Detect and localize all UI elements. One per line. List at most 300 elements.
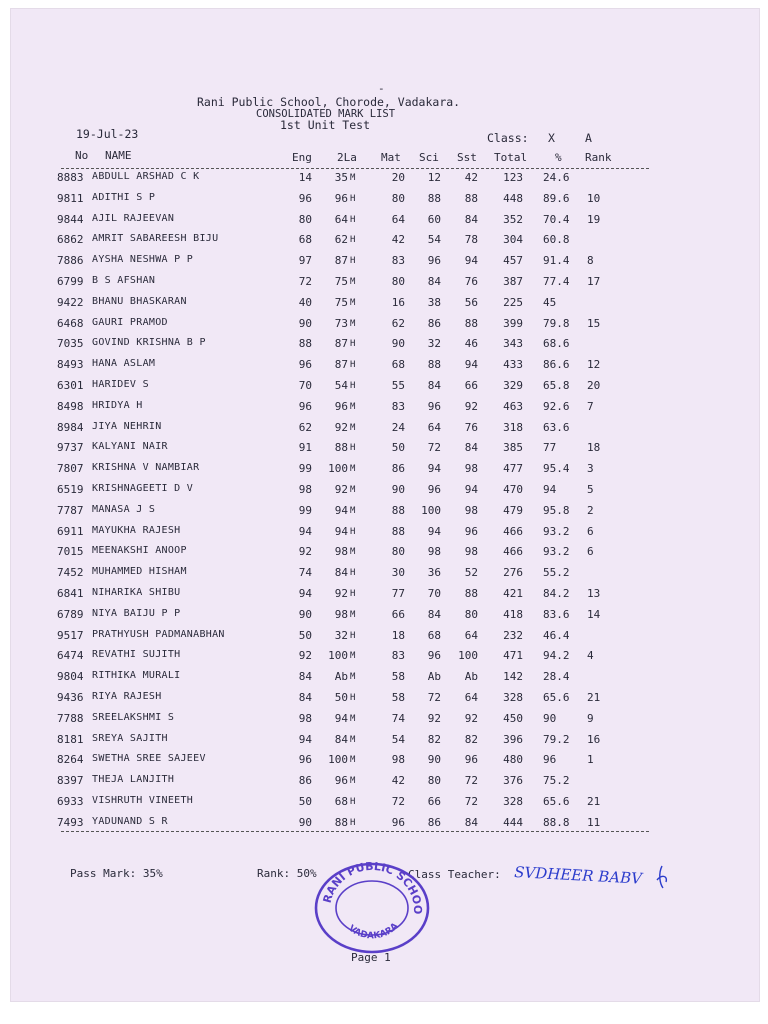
- student-no: 7452: [57, 566, 84, 580]
- table-row: [0, 400, 748, 420]
- second-language-code: M: [350, 547, 356, 558]
- percentage: 93.2: [543, 524, 570, 538]
- second-language-code: H: [350, 339, 356, 350]
- second-language-code: M: [350, 318, 356, 329]
- percentage: 88.8: [543, 815, 570, 829]
- school-seal-stamp: [312, 858, 432, 954]
- second-language-mark: 96: [334, 774, 348, 788]
- science-mark: 54: [427, 233, 441, 247]
- eng-mark: 91: [298, 441, 312, 455]
- total-mark: 123: [503, 171, 523, 184]
- social-science-mark: 46: [464, 337, 478, 351]
- eng-mark: 50: [298, 795, 312, 808]
- maths-mark: 58: [391, 670, 405, 684]
- second-language-code: M: [350, 464, 356, 475]
- eng-mark: 80: [298, 212, 312, 226]
- school-name: Rani Public School, Chorode, Vadakara.: [197, 95, 461, 109]
- second-language-code: M: [350, 297, 356, 308]
- social-science-mark: 72: [464, 795, 478, 808]
- eng-mark: 84: [298, 691, 312, 704]
- table-row: [0, 358, 748, 378]
- percentage: 60.8: [543, 233, 570, 247]
- maths-mark: 90: [391, 483, 405, 496]
- science-mark: 80: [427, 774, 441, 788]
- student-no: 7035: [57, 337, 84, 351]
- percentage: 55.2: [543, 566, 570, 580]
- student-no: 7886: [57, 254, 84, 268]
- science-mark: 88: [427, 358, 441, 372]
- science-mark: 70: [427, 587, 441, 600]
- science-mark: 96: [427, 399, 441, 413]
- eng-mark: 84: [298, 670, 312, 684]
- student-name: MANASA J S: [92, 503, 156, 515]
- social-science-mark: 100: [458, 649, 478, 663]
- total-mark: 318: [503, 420, 523, 434]
- eng-mark: 62: [298, 420, 312, 434]
- second-language-code: H: [350, 193, 356, 204]
- percentage: 77: [543, 441, 557, 455]
- second-language-mark: 94: [334, 524, 348, 538]
- table-row: [0, 733, 748, 753]
- social-science-mark: 94: [464, 254, 478, 268]
- percentage: 46.4: [543, 628, 570, 642]
- svg-text:VADAKARA: VADAKARA: [346, 921, 401, 942]
- second-language-mark: 98: [334, 607, 348, 621]
- percentage: 65.8: [543, 379, 570, 392]
- student-no: 9737: [57, 441, 84, 455]
- table-row: [0, 629, 748, 649]
- rank: 6: [587, 545, 594, 559]
- col-2la: 2La: [337, 151, 357, 164]
- second-language-mark: 35: [334, 171, 348, 184]
- percentage: 86.6: [543, 358, 570, 372]
- total-mark: 304: [503, 233, 523, 247]
- social-science-mark: 84: [464, 212, 478, 226]
- table-row: [0, 587, 748, 607]
- social-science-mark: 88: [464, 191, 478, 205]
- rank: 17: [587, 275, 601, 288]
- science-mark: 88: [427, 191, 441, 205]
- student-name: KRISHNAGEETI D V: [92, 483, 194, 494]
- second-language-code: M: [350, 401, 356, 412]
- total-mark: 470: [503, 483, 523, 496]
- table-row: [0, 712, 748, 732]
- second-language-code: M: [350, 173, 356, 183]
- col-sst: Sst: [457, 151, 477, 164]
- report-date: 19-Jul-23: [76, 127, 139, 141]
- percentage: 93.2: [543, 545, 570, 559]
- table-row: [0, 483, 748, 503]
- total-mark: 329: [503, 379, 523, 392]
- maths-mark: 88: [391, 503, 405, 517]
- social-science-mark: Ab: [464, 670, 478, 684]
- rank-criteria: Rank: 50%: [257, 867, 317, 880]
- total-mark: 396: [503, 732, 523, 746]
- rank: 18: [587, 441, 601, 455]
- science-mark: 82: [427, 732, 441, 746]
- social-science-mark: 42: [464, 171, 478, 184]
- science-mark: 64: [427, 420, 441, 434]
- science-mark: 86: [427, 316, 441, 330]
- division-value: A: [585, 131, 592, 145]
- rank: 12: [587, 358, 601, 372]
- second-language-code: H: [350, 360, 356, 371]
- pass-mark: Pass Mark: 35%: [70, 867, 163, 880]
- header-mark: -: [378, 82, 385, 95]
- maths-mark: 64: [391, 212, 405, 226]
- maths-mark: 54: [391, 732, 405, 746]
- second-language-code: M: [350, 755, 356, 766]
- science-mark: 86: [427, 815, 441, 829]
- maths-mark: 96: [391, 815, 405, 829]
- social-science-mark: 94: [464, 358, 478, 372]
- maths-mark: 62: [391, 316, 405, 330]
- social-science-mark: 88: [464, 587, 478, 600]
- table-row: [0, 504, 748, 524]
- table-row: [0, 213, 748, 233]
- table-row: [0, 441, 748, 461]
- maths-mark: 80: [391, 191, 405, 205]
- rank: 7: [587, 399, 594, 413]
- student-name: B S AFSHAN: [92, 275, 156, 286]
- eng-mark: 94: [298, 524, 312, 538]
- total-mark: 433: [503, 358, 523, 372]
- student-no: 7788: [57, 711, 84, 725]
- student-no: 8984: [57, 420, 84, 434]
- student-name: VISHRUTH VINEETH: [92, 795, 194, 806]
- student-no: 9422: [57, 295, 84, 309]
- eng-mark: 90: [298, 815, 312, 829]
- eng-mark: 92: [298, 649, 312, 663]
- table-row: [0, 566, 748, 586]
- second-language-mark: 100: [328, 753, 348, 767]
- student-no: 7787: [57, 503, 84, 517]
- social-science-mark: 64: [464, 691, 478, 704]
- student-no: 9844: [57, 212, 84, 226]
- maths-mark: 42: [391, 233, 405, 247]
- rank: 6: [587, 524, 594, 538]
- second-language-mark: Ab: [334, 670, 348, 684]
- second-language-mark: 84: [334, 732, 348, 746]
- rank: 10: [587, 191, 601, 205]
- maths-mark: 74: [391, 711, 405, 725]
- student-no: 6474: [57, 649, 84, 663]
- rank: 9: [587, 711, 594, 725]
- total-mark: 276: [503, 566, 523, 580]
- total-mark: 450: [503, 711, 523, 725]
- table-row: [0, 171, 748, 191]
- student-name: KRISHNA V NAMBIAR: [92, 462, 200, 474]
- second-language-code: H: [350, 214, 356, 225]
- eng-mark: 96: [298, 399, 312, 413]
- social-science-mark: 66: [464, 379, 478, 392]
- rank: 3: [587, 462, 594, 476]
- student-no: 8264: [57, 753, 84, 767]
- student-name: SREYA SAJITH: [92, 732, 168, 744]
- second-language-code: H: [350, 443, 356, 454]
- second-language-code: M: [350, 485, 356, 495]
- total-mark: 477: [503, 462, 523, 476]
- total-mark: 343: [503, 337, 523, 351]
- maths-mark: 42: [391, 774, 405, 788]
- rank: 13: [587, 587, 601, 600]
- science-mark: 84: [427, 607, 441, 621]
- second-language-mark: 32: [334, 628, 348, 642]
- col-name: NAME: [105, 149, 132, 162]
- student-name: HANA ASLAM: [92, 358, 156, 370]
- student-no: 6862: [57, 233, 84, 247]
- maths-mark: 55: [391, 379, 405, 392]
- student-name: REVATHI SUJITH: [92, 649, 181, 661]
- table-row: [0, 753, 748, 773]
- eng-mark: 88: [298, 337, 312, 351]
- second-language-mark: 75: [334, 275, 348, 288]
- student-name: AYSHA NESHWA P P: [92, 254, 194, 266]
- science-mark: 84: [427, 379, 441, 392]
- percentage: 28.4: [543, 670, 570, 684]
- maths-mark: 68: [391, 358, 405, 372]
- second-language-code: H: [350, 256, 356, 267]
- table-row: [0, 774, 748, 794]
- eng-mark: 99: [298, 462, 312, 476]
- second-language-mark: 75: [334, 295, 348, 309]
- second-language-mark: 87: [334, 358, 348, 372]
- science-mark: 32: [427, 337, 441, 351]
- col-total: Total: [494, 151, 528, 164]
- maths-mark: 80: [391, 275, 405, 288]
- student-name: MUHAMMED HISHAM: [92, 566, 187, 578]
- second-language-code: M: [350, 776, 356, 787]
- maths-mark: 16: [391, 295, 405, 309]
- student-no: 8493: [57, 358, 84, 372]
- student-name: MEENAKSHI ANOOP: [92, 545, 187, 557]
- second-language-mark: 88: [334, 441, 348, 455]
- percentage: 84.2: [543, 587, 570, 600]
- total-mark: 466: [503, 545, 523, 559]
- student-name: SWETHA SREE SAJEEV: [92, 753, 206, 765]
- student-name: YADUNAND S R: [92, 815, 168, 827]
- science-mark: 92: [427, 711, 441, 725]
- total-mark: 376: [503, 774, 523, 788]
- social-science-mark: 82: [464, 732, 478, 746]
- science-mark: 100: [421, 503, 441, 517]
- percentage: 45: [543, 295, 557, 309]
- student-no: 6519: [57, 483, 84, 496]
- science-mark: 98: [427, 545, 441, 559]
- student-name: SREELAKSHMI S: [92, 711, 175, 723]
- science-mark: 72: [427, 441, 441, 455]
- maths-mark: 88: [391, 524, 405, 538]
- student-no: 8397: [57, 774, 84, 788]
- second-language-mark: 54: [334, 379, 348, 392]
- second-language-code: M: [350, 277, 356, 287]
- student-name: HARIDEV S: [92, 379, 149, 390]
- col-mat: Mat: [381, 151, 401, 164]
- maths-mark: 86: [391, 462, 405, 476]
- percentage: 90: [543, 711, 557, 725]
- student-no: 7015: [57, 545, 84, 559]
- total-mark: 421: [503, 587, 523, 600]
- maths-mark: 72: [391, 795, 405, 808]
- second-language-mark: 88: [334, 815, 348, 829]
- student-name: RITHIKA MURALI: [92, 670, 181, 682]
- second-language-mark: 68: [334, 795, 348, 808]
- total-mark: 418: [503, 607, 523, 621]
- second-language-mark: 96: [334, 399, 348, 413]
- total-mark: 385: [503, 441, 523, 455]
- total-mark: 232: [503, 628, 523, 642]
- second-language-mark: 94: [334, 503, 348, 517]
- table-row: [0, 192, 748, 212]
- total-mark: 480: [503, 753, 523, 767]
- second-language-mark: 84: [334, 566, 348, 580]
- total-mark: 479: [503, 503, 523, 517]
- science-mark: 60: [427, 212, 441, 226]
- class-label: Class:: [487, 131, 529, 145]
- total-mark: 328: [503, 795, 523, 808]
- social-science-mark: 98: [464, 545, 478, 559]
- maths-mark: 20: [391, 171, 405, 184]
- science-mark: 38: [427, 295, 441, 309]
- student-name: THEJA LANJITH: [92, 774, 175, 786]
- eng-mark: 72: [298, 275, 312, 288]
- rank: 19: [587, 212, 601, 226]
- student-no: 9811: [57, 191, 84, 205]
- student-no: 7807: [57, 462, 84, 476]
- exam-name: 1st Unit Test: [280, 118, 371, 132]
- eng-mark: 94: [298, 732, 312, 746]
- student-no: 6301: [57, 379, 84, 392]
- eng-mark: 14: [298, 171, 312, 184]
- science-mark: 96: [427, 254, 441, 268]
- percentage: 79.2: [543, 732, 570, 746]
- percentage: 77.4: [543, 275, 570, 288]
- percentage: 24.6: [543, 171, 570, 184]
- eng-mark: 50: [298, 628, 312, 642]
- social-science-mark: 88: [464, 316, 478, 330]
- eng-mark: 90: [298, 316, 312, 330]
- second-language-code: H: [350, 589, 356, 599]
- percentage: 65.6: [543, 795, 570, 808]
- table-row: [0, 525, 748, 545]
- science-mark: 66: [427, 795, 441, 808]
- second-language-mark: 64: [334, 212, 348, 226]
- eng-mark: 99: [298, 503, 312, 517]
- col-eng: Eng: [292, 151, 312, 164]
- student-name: MAYUKHA RAJESH: [92, 524, 181, 536]
- total-mark: 387: [503, 275, 523, 288]
- page-number: Page 1: [351, 951, 391, 964]
- student-name: JIYA NEHRIN: [92, 420, 162, 432]
- eng-mark: 90: [298, 607, 312, 621]
- rank: 21: [587, 691, 601, 704]
- social-science-mark: 76: [464, 420, 478, 434]
- second-language-mark: 50: [334, 691, 348, 704]
- table-bottom-divider: [61, 831, 649, 832]
- table-row: [0, 421, 748, 441]
- second-language-mark: 62: [334, 233, 348, 247]
- social-science-mark: 84: [464, 441, 478, 455]
- science-mark: 84: [427, 275, 441, 288]
- table-row: [0, 545, 748, 565]
- second-language-code: M: [350, 505, 356, 516]
- table-row: [0, 296, 748, 316]
- eng-mark: 96: [298, 753, 312, 767]
- student-no: 9804: [57, 670, 84, 684]
- total-mark: 466: [503, 524, 523, 538]
- science-mark: Ab: [427, 670, 441, 684]
- eng-mark: 96: [298, 191, 312, 205]
- social-science-mark: 52: [464, 566, 478, 580]
- second-language-mark: 100: [328, 462, 348, 476]
- second-language-mark: 94: [334, 711, 348, 725]
- eng-mark: 68: [298, 233, 312, 247]
- science-mark: 36: [427, 566, 441, 580]
- col-rank: Rank: [585, 151, 612, 164]
- total-mark: 142: [503, 670, 523, 684]
- science-mark: 90: [427, 753, 441, 767]
- total-mark: 225: [503, 295, 523, 309]
- rank: 11: [587, 815, 601, 829]
- rank: 14: [587, 607, 601, 621]
- second-language-code: M: [350, 672, 356, 683]
- table-row: [0, 816, 748, 836]
- second-language-code: H: [350, 235, 356, 246]
- student-name: HRIDYA H: [92, 399, 143, 411]
- rank: 20: [587, 379, 601, 392]
- student-name: RIYA RAJESH: [92, 691, 162, 702]
- student-no: 9436: [57, 691, 84, 704]
- eng-mark: 97: [298, 254, 312, 268]
- student-name: ABDULL ARSHAD C K: [92, 171, 200, 182]
- second-language-code: M: [350, 422, 356, 433]
- eng-mark: 98: [298, 483, 312, 496]
- student-no: 6841: [57, 587, 84, 600]
- percentage: 94.2: [543, 649, 570, 663]
- student-name: PRATHYUSH PADMANABHAN: [92, 628, 225, 640]
- table-row: [0, 254, 748, 274]
- second-language-mark: 100: [328, 649, 348, 663]
- student-no: 7493: [57, 815, 84, 829]
- rank: 4: [587, 649, 594, 663]
- second-language-code: H: [350, 568, 356, 579]
- student-no: 8181: [57, 732, 84, 746]
- student-name: NIHARIKA SHIBU: [92, 587, 181, 598]
- total-mark: 471: [503, 649, 523, 663]
- table-row: [0, 462, 748, 482]
- science-mark: 96: [427, 649, 441, 663]
- table-row: [0, 608, 748, 628]
- student-no: 6468: [57, 316, 84, 330]
- second-language-code: H: [350, 797, 356, 807]
- social-science-mark: 72: [464, 774, 478, 788]
- list-title: CONSOLIDATED MARK LIST: [256, 108, 396, 120]
- svg-text:RANI PUBLIC SCHOOL: RANI PUBLIC SCHOO: [320, 859, 425, 915]
- table-row: [0, 275, 748, 295]
- social-science-mark: 84: [464, 815, 478, 829]
- student-name: AMRIT SABAREESH BIJU: [92, 233, 219, 245]
- rank: 8: [587, 254, 594, 268]
- percentage: 91.4: [543, 254, 570, 268]
- percentage: 94: [543, 483, 557, 496]
- col-percent: %: [555, 151, 562, 164]
- percentage: 95.8: [543, 503, 570, 517]
- social-science-mark: 98: [464, 462, 478, 476]
- science-mark: 68: [427, 628, 441, 642]
- social-science-mark: 80: [464, 607, 478, 621]
- total-mark: 444: [503, 815, 523, 829]
- table-row: [0, 691, 748, 711]
